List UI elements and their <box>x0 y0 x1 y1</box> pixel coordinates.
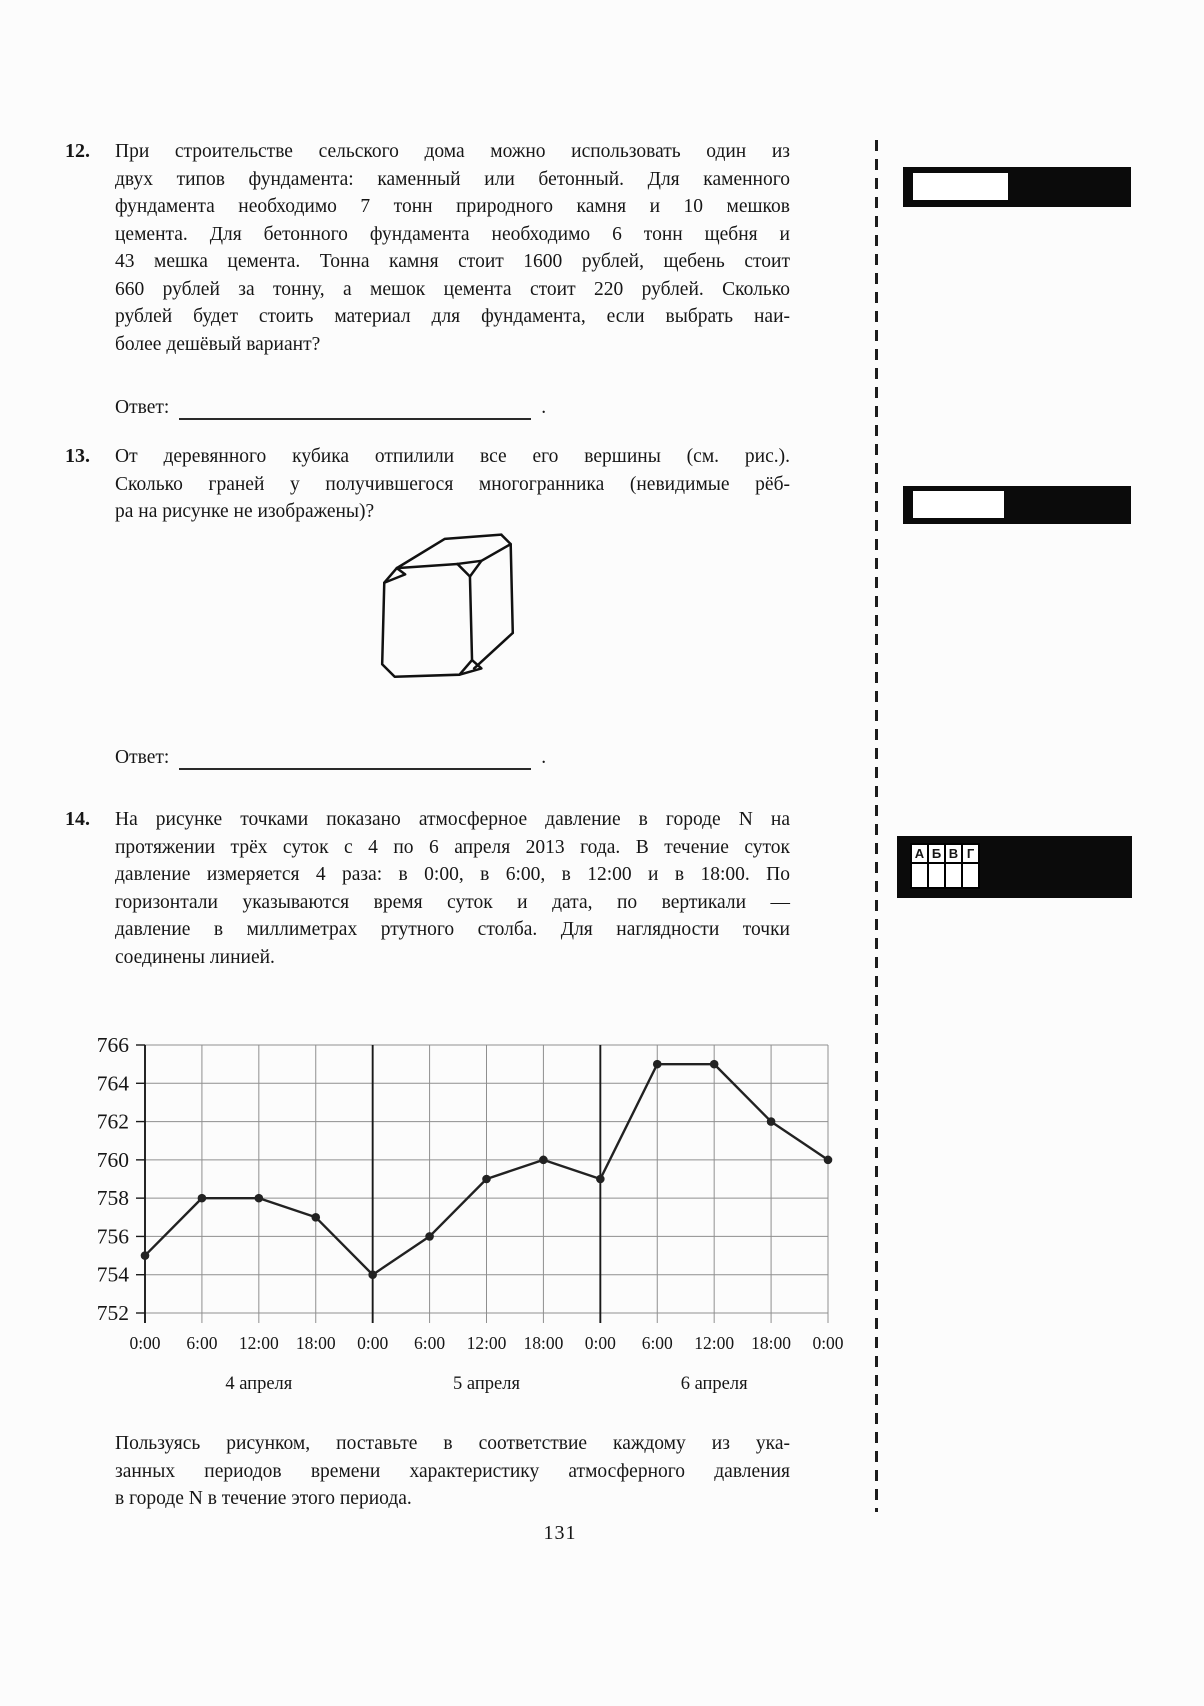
text-line: в городе N в течение этого периода. <box>115 1488 412 1509</box>
answer-blank-line-13 <box>179 748 531 770</box>
abvg-header-b: Б <box>928 844 945 863</box>
problem-14-text <box>115 806 790 971</box>
x-tick-label: 0:00 <box>129 1333 161 1353</box>
data-point <box>482 1175 491 1184</box>
x-tick-label: 18:00 <box>295 1333 336 1353</box>
abvg-cell-b <box>928 863 945 888</box>
text-line: 660 рублей за тонну, а мешок цемента стоит 220 рублей. Сколько <box>115 278 790 300</box>
x-tick-label: 6:00 <box>186 1333 218 1353</box>
text-line: протяжении трёх суток с 4 по 6 апреля 2013 года. В течение суток <box>115 836 790 858</box>
pressure-chart <box>70 1018 870 1408</box>
abvg-header-g: Г <box>962 844 979 863</box>
x-tick-label: 0:00 <box>357 1333 389 1353</box>
text-line: соединены линией. <box>115 946 275 968</box>
data-point <box>596 1175 605 1184</box>
text-line: цемента. Для бетонного фундамента необходимо 6 тонн щебня и <box>115 223 790 245</box>
y-tick-label: 754 <box>96 1262 129 1287</box>
x-tick-label: 12:00 <box>238 1333 279 1353</box>
answer-box-3 <box>897 836 1132 898</box>
x-tick-label: 6:00 <box>641 1333 673 1353</box>
y-tick-label: 760 <box>96 1147 129 1172</box>
answer-box-1 <box>903 167 1131 207</box>
answer-period-13: . <box>541 747 547 768</box>
answer-period-12: . <box>541 397 547 418</box>
x-tick-label: 12:00 <box>694 1333 735 1353</box>
y-tick-label: 756 <box>96 1224 129 1249</box>
x-tick-label: 0:00 <box>584 1333 616 1353</box>
answer-label-12: Ответ: <box>115 397 170 418</box>
answer-row-13 <box>115 746 546 770</box>
data-point <box>368 1270 377 1279</box>
date-label: 4 апреля <box>225 1374 293 1394</box>
instruction-paragraph <box>115 1430 790 1513</box>
abvg-cell-g <box>962 863 979 888</box>
answer-box-2 <box>903 486 1131 524</box>
data-point <box>198 1194 207 1203</box>
x-tick-label: 18:00 <box>523 1333 564 1353</box>
data-point <box>425 1232 434 1241</box>
data-point <box>311 1213 320 1222</box>
problem-13 <box>65 443 790 526</box>
abvg-cell-v <box>945 863 962 888</box>
text-line: занных периодов времени характеристику атмосферного давления <box>115 1460 790 1482</box>
data-point <box>767 1117 776 1126</box>
data-point <box>824 1156 833 1165</box>
text-line: ра на рисунке не изображены)? <box>115 501 375 522</box>
abvg-answer-row <box>911 863 979 888</box>
text-line: двух типов фундамента: каменный или бетонный. Для каменного <box>115 168 790 190</box>
text-line: На рисунке точками показано атмосферное давление в городе N на <box>115 809 790 830</box>
answer-blank-line-12 <box>179 398 531 420</box>
text-line: Пользуясь рисунком, поставьте в соответствие каждому из ука- <box>115 1433 790 1454</box>
abvg-header-a: А <box>911 844 928 863</box>
answer-row-12 <box>115 396 546 420</box>
x-tick-label: 0:00 <box>812 1333 844 1353</box>
abvg-cell-a <box>911 863 928 888</box>
problem-12-number: 12. <box>65 140 90 162</box>
y-tick-label: 752 <box>96 1301 129 1325</box>
answer-box-1-blank <box>913 173 1008 200</box>
instruction-indent <box>65 1430 115 1513</box>
text-line: При строительстве сельского дома можно использовать один из <box>115 141 790 162</box>
abvg-table <box>910 843 980 889</box>
margin-dashed-line <box>875 140 878 1512</box>
text-line: давление измеряется 4 раза: в 0:00, в 6:00, в 12:00 и в 18:00. По <box>115 864 790 885</box>
text-line: более дешёвый вариант? <box>115 333 321 355</box>
y-tick-label: 758 <box>96 1186 129 1211</box>
x-tick-label: 6:00 <box>414 1333 446 1353</box>
x-tick-label: 12:00 <box>466 1333 507 1353</box>
answer-label-13: Ответ: <box>115 747 170 768</box>
problem-13-text <box>115 443 790 526</box>
y-tick-label: 762 <box>96 1109 129 1134</box>
text-line: горизонтали указываются время суток и дата, по вертикали — <box>115 891 790 913</box>
data-point <box>710 1060 719 1069</box>
data-point <box>255 1194 264 1203</box>
instruction-block <box>65 1430 790 1513</box>
date-label: 6 апреля <box>680 1374 748 1394</box>
problem-12 <box>65 138 790 358</box>
page-number: 131 <box>543 1522 577 1544</box>
answer-box-2-blank <box>913 491 1004 518</box>
y-tick-label: 766 <box>96 1033 129 1057</box>
text-line: давление в миллиметрах ртутного столба. Для наглядности точки <box>115 919 790 940</box>
data-point <box>653 1060 662 1069</box>
problem-14 <box>65 806 790 971</box>
text-line: фундамента необходимо 7 тонн природного камня и 10 мешков <box>115 196 790 217</box>
data-point <box>141 1251 150 1260</box>
text-line: 43 мешка цемента. Тонна камня стоит 1600 рублей, щебень стоит <box>115 251 790 272</box>
data-point <box>539 1156 548 1165</box>
problem-12-text <box>115 138 790 358</box>
text-line: Сколько граней у получившегося многогранника (невидимые рёб- <box>115 473 790 495</box>
y-tick-label: 764 <box>96 1071 129 1096</box>
problem-14-number: 14. <box>65 808 90 830</box>
text-line: рублей будет стоить материал для фундамента, если выбрать наи- <box>115 306 790 327</box>
text-line: От деревянного кубика отпилили все его вершины (см. рис.). <box>115 446 790 467</box>
truncated-cube-figure <box>378 532 518 692</box>
x-tick-label: 18:00 <box>751 1333 792 1353</box>
abvg-header-v: В <box>945 844 962 863</box>
date-label: 5 апреля <box>453 1374 520 1394</box>
problem-13-number: 13. <box>65 445 90 467</box>
abvg-header-row <box>911 844 979 863</box>
